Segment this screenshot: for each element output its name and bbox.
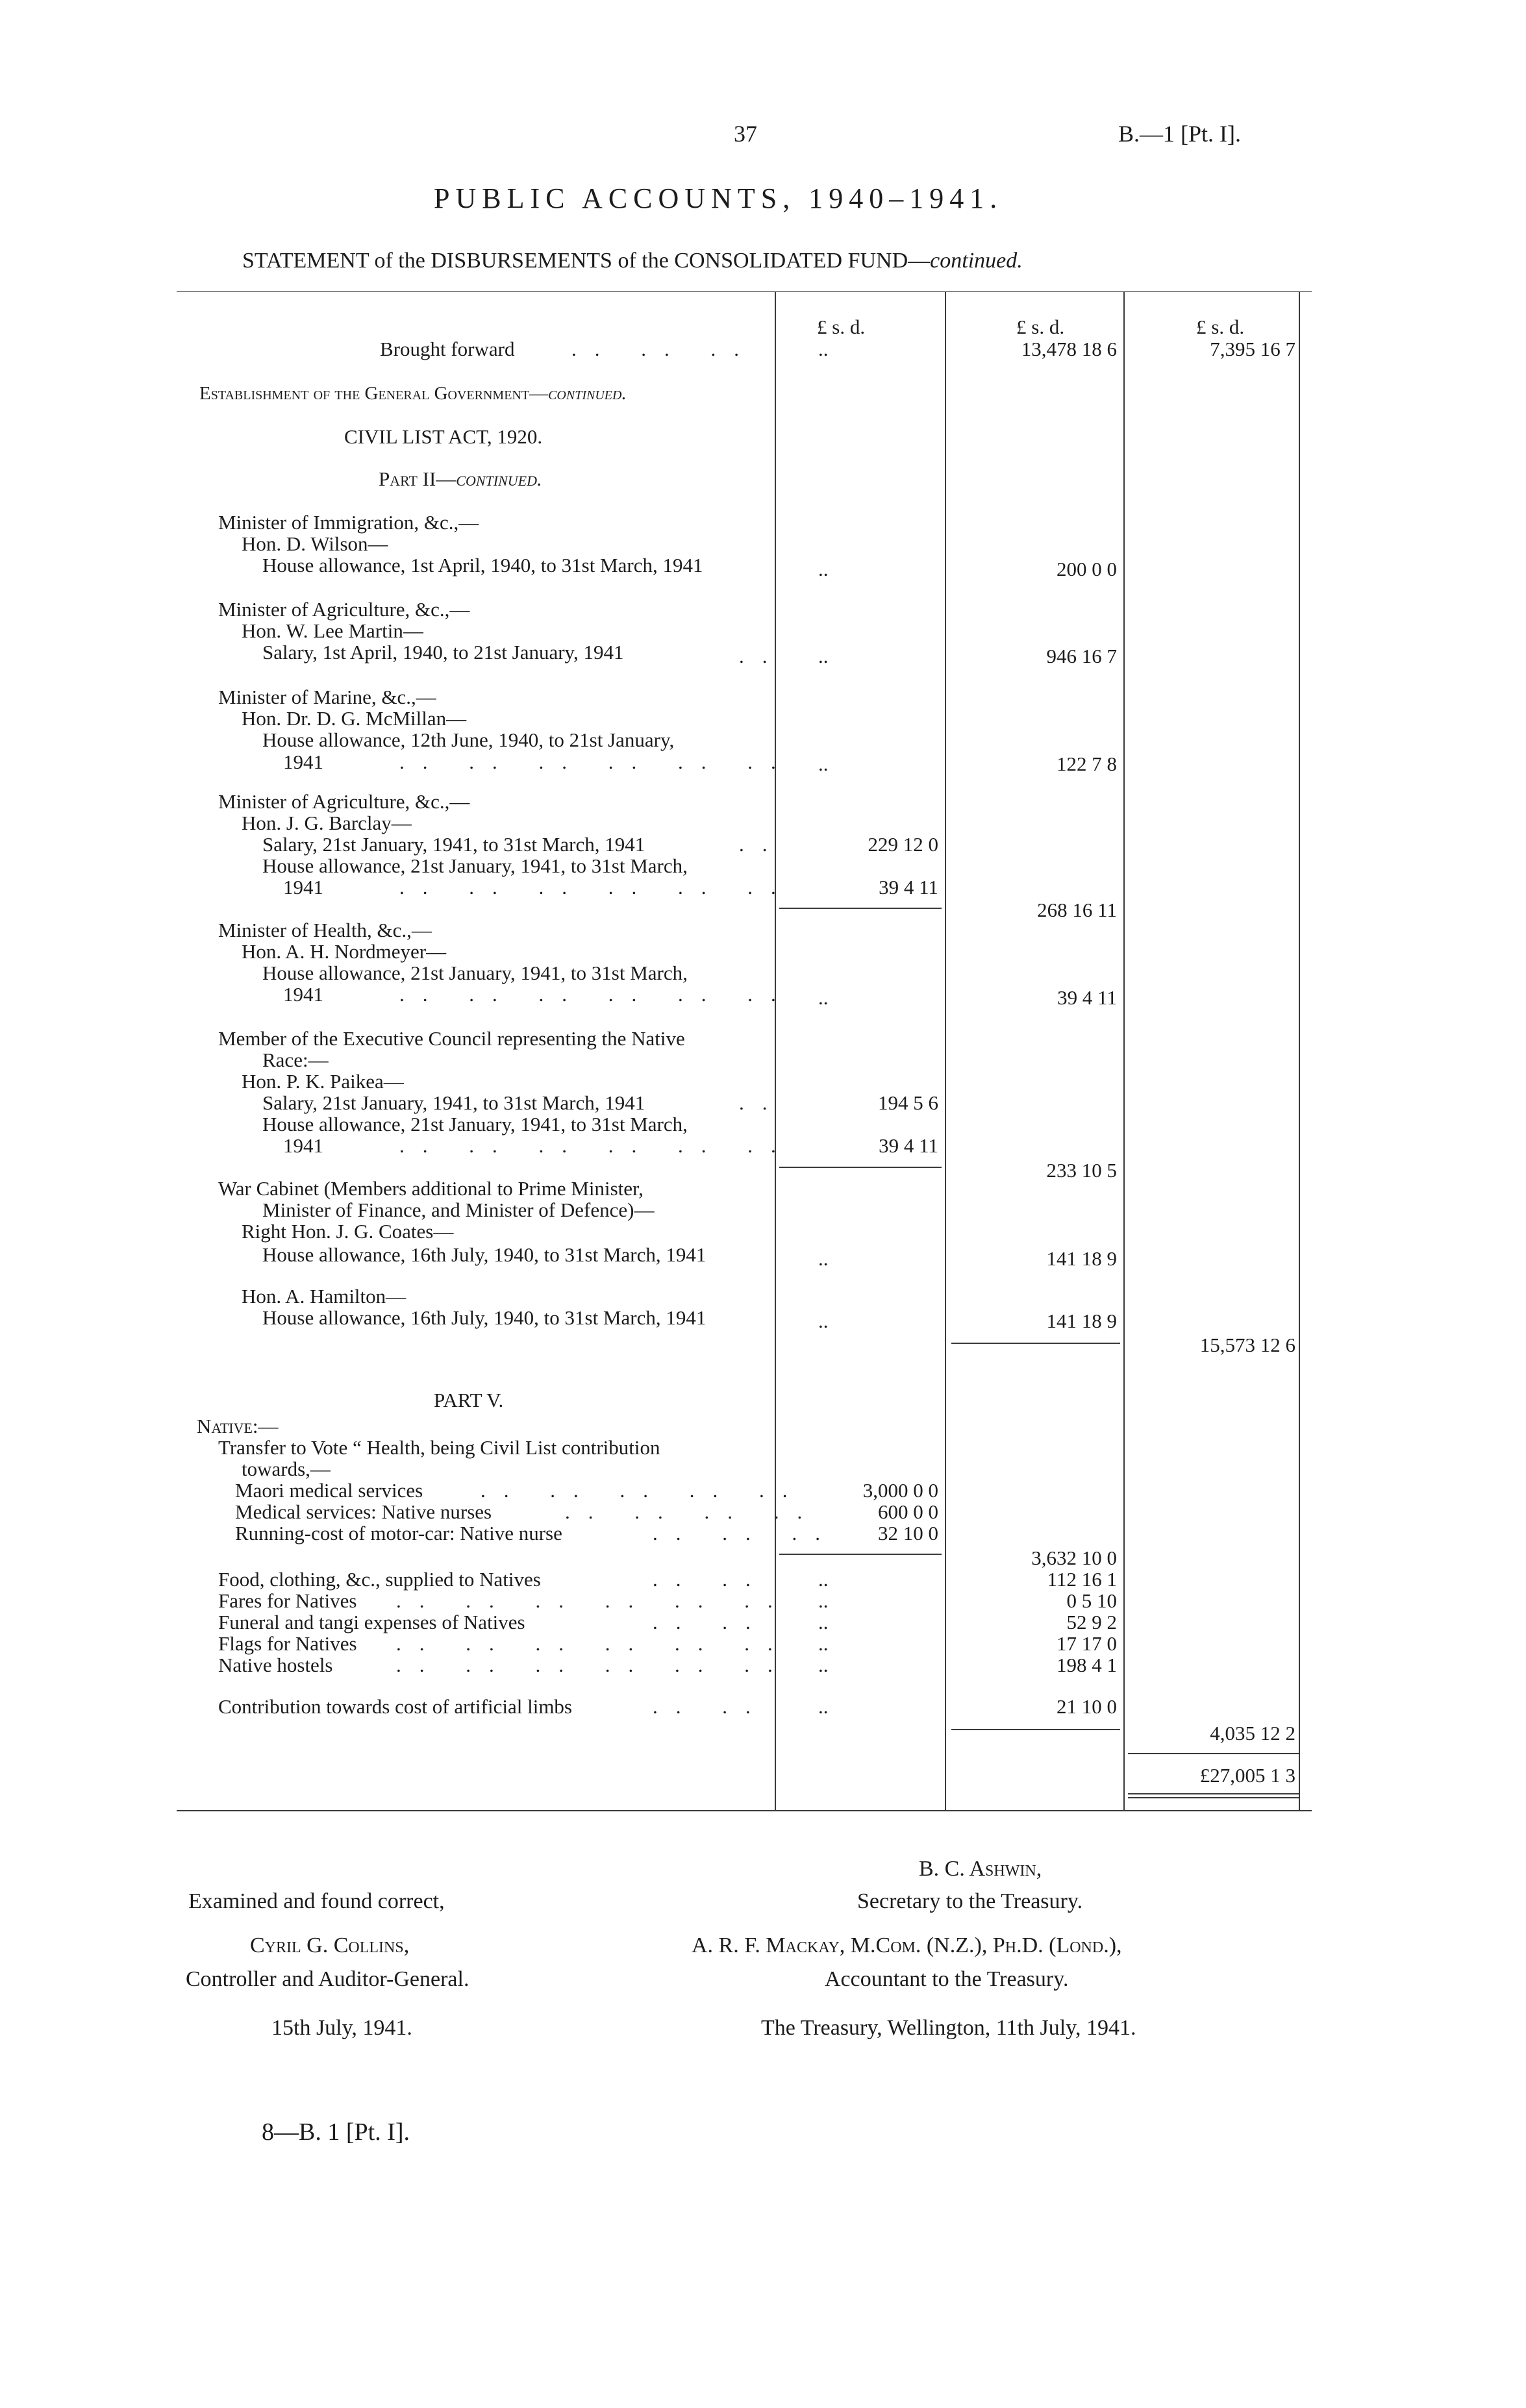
dot-leader: .. .. .. .. ..: [481, 1479, 806, 1502]
entry-line: House allowance, 21st January, 1941, to 31st March,: [262, 962, 688, 984]
table-bottom-rule: [177, 1810, 1312, 1811]
auditor-name: Cyril G. Collins,: [250, 1933, 410, 1957]
grand-total-double-rule-a: [1128, 1793, 1299, 1794]
entry-line: House allowance, 12th June, 1940, to 21st January,: [262, 728, 675, 751]
entry-col1: ..: [818, 1247, 829, 1270]
entry-line: House allowance, 16th July, 1940, to 31st March, 1941: [262, 1243, 707, 1266]
entry-col1: 229 12 0: [868, 833, 938, 856]
entry-col2: 946 16 7: [1046, 645, 1117, 667]
entry-line: 1941: [283, 1134, 323, 1157]
transfer-total: 3,632 10 0: [1031, 1546, 1117, 1569]
native-item-col1: 3,000 0 0: [862, 1479, 938, 1502]
dot-leader: .. .. .. .. .. ..: [396, 1589, 791, 1612]
entry-line: Hon. D. Wilson—: [242, 532, 388, 555]
native-other-label: Funeral and tangi expenses of Natives: [218, 1611, 525, 1633]
part2-heading: [379, 468, 542, 490]
table-right-border: [1299, 292, 1300, 1810]
entry-line: Salary, 1st April, 1940, to 21st January, 1941: [262, 641, 624, 664]
brought-forward-col1: ..: [818, 338, 829, 360]
brought-forward-label: Brought forward: [380, 338, 515, 360]
accountant-name: A. R. F. Mackay, M.Com. (N.Z.), Ph.D. (Lond.),: [692, 1933, 1122, 1957]
entry-line: Race:—: [262, 1049, 329, 1071]
native-item-label: Medical services: Native nurses: [235, 1500, 492, 1523]
native-other-col1: ..: [818, 1632, 829, 1655]
examined-line: Examined and found correct,: [188, 1889, 445, 1913]
civil-list-subtotal: 15,573 12 6: [1199, 1334, 1295, 1356]
dot-leader: ..: [739, 833, 786, 856]
native-total: 4,035 12 2: [1210, 1722, 1295, 1744]
entry-col1: ..: [818, 558, 829, 580]
part2-main: Part II—: [379, 467, 457, 490]
transfer-line: towards,—: [242, 1458, 331, 1480]
limbs-col2: 21 10 0: [1057, 1695, 1117, 1718]
native-item-label: Running-cost of motor-car: Native nurse: [235, 1522, 562, 1545]
entry-col2: 141 18 9: [1046, 1247, 1117, 1270]
native-other-col1: ..: [818, 1568, 829, 1591]
dot-leader: .. ..: [653, 1568, 769, 1591]
page-number: 37: [734, 121, 757, 147]
dot-leader: .. .. .. ..: [565, 1500, 821, 1523]
dot-leader: .. ..: [653, 1695, 769, 1718]
transfer-total-rule: [779, 1554, 942, 1555]
col2-heading: £ s. d.: [1016, 316, 1065, 338]
brought-forward-col3: 7,395 16 7: [1210, 338, 1295, 360]
auditor-title: Controller and Auditor-General.: [186, 1967, 469, 1991]
limbs-col1: ..: [818, 1695, 829, 1718]
entry-line: Minister of Agriculture, &c.,—: [218, 790, 470, 813]
document-reference: B.—1 [Pt. I].: [1118, 121, 1241, 147]
civil-list-total-rule: [951, 1343, 1120, 1344]
native-other-col1: ..: [818, 1654, 829, 1676]
limbs-label: Contribution towards cost of artificial limbs: [218, 1695, 572, 1718]
native-item-label: Maori medical services: [235, 1479, 423, 1502]
entry-line: Right Hon. J. G. Coates—: [242, 1220, 454, 1243]
entry-line: Member of the Executive Council representing the Native: [218, 1027, 685, 1050]
dot-leader: .. ..: [653, 1611, 769, 1633]
subtitle-continued: continued.: [930, 249, 1023, 273]
part2-continued: continued.: [456, 467, 542, 490]
entry-col1: ..: [818, 645, 829, 667]
entry-line: Hon. P. K. Paikea—: [242, 1070, 404, 1093]
dot-leader: .. .. ..: [653, 1522, 838, 1545]
transfer-line: Transfer to Vote “ Health, being Civil List contribution: [218, 1436, 660, 1459]
grand-total-top-rule: [1128, 1753, 1299, 1754]
entry-col1: ..: [818, 986, 829, 1009]
entry-line: Hon. J. G. Barclay—: [242, 812, 412, 834]
secretary-name: B. C. Ashwin,: [919, 1857, 1042, 1881]
entry-col2: 39 4 11: [1057, 986, 1117, 1009]
entry-line: House allowance, 21st January, 1941, to 31st March,: [262, 1113, 688, 1136]
native-other-col1: ..: [818, 1589, 829, 1612]
entry-col1: ..: [818, 752, 829, 775]
subtitle-main: STATEMENT of the DISBURSEMENTS of the CONSOLIDATED FUND—: [242, 249, 931, 273]
dot-leader: .. .. .. .. .. ..: [396, 1654, 791, 1676]
dot-leader: .. .. .. .. .. ..: [399, 876, 794, 899]
entry-col2: 268 16 11: [1037, 899, 1117, 921]
page-title: PUBLIC ACCOUNTS, 1940–1941.: [434, 182, 1003, 214]
dot-leader: ..: [739, 645, 786, 667]
dot-leader: .. .. .. .. .. ..: [399, 751, 794, 773]
entry-line: Minister of Marine, &c.,—: [218, 686, 436, 708]
subtotal-rule: [779, 1167, 942, 1168]
section-heading: [199, 382, 627, 404]
entry-line: Minister of Finance, and Minister of Defence)—: [262, 1198, 655, 1221]
entry-line: House allowance, 21st January, 1941, to 31st March,: [262, 854, 688, 877]
statement-subtitle: [242, 249, 1023, 273]
entry-col2: 233 10 5: [1046, 1159, 1117, 1182]
entry-line: 1941: [283, 983, 323, 1006]
col3-heading: £ s. d.: [1196, 316, 1245, 338]
section-heading-main: Establishment of the General Government—: [199, 383, 549, 404]
entry-line: Salary, 21st January, 1941, to 31st March, 1941: [262, 833, 645, 856]
entry-line: Hon. W. Lee Martin—: [242, 619, 423, 642]
entry-col1: ..: [818, 1310, 829, 1332]
subtotal-rule: [779, 908, 942, 909]
native-other-label: Fares for Natives: [218, 1589, 357, 1612]
entry-line: 1941: [283, 751, 323, 773]
native-heading: Native:—: [197, 1415, 279, 1437]
native-other-col2: 52 9 2: [1066, 1611, 1117, 1633]
section-heading-continued: continued.: [548, 383, 627, 404]
col-divider-2: [945, 292, 946, 1810]
entry-col2: 200 0 0: [1057, 558, 1117, 580]
treasury-date: The Treasury, Wellington, 11th July, 1941.: [761, 2016, 1136, 2040]
entry-line: Salary, 21st January, 1941, to 31st March, 1941: [262, 1091, 645, 1114]
entry-col2: 122 7 8: [1057, 752, 1117, 775]
col1-heading: £ s. d.: [817, 316, 866, 338]
secretary-title: Secretary to the Treasury.: [857, 1889, 1083, 1913]
entry-col1: 194 5 6: [878, 1091, 938, 1114]
entry-line: House allowance, 1st April, 1940, to 31st March, 1941: [262, 554, 703, 577]
audit-date: 15th July, 1941.: [271, 2016, 412, 2040]
entry-line: 1941: [283, 876, 323, 899]
entry-line: War Cabinet (Members additional to Prime Minister,: [218, 1177, 644, 1200]
entry-line: Minister of Agriculture, &c.,—: [218, 598, 470, 621]
accountant-title: Accountant to the Treasury.: [825, 1967, 1069, 1991]
native-other-label: Native hostels: [218, 1654, 333, 1676]
dot-leader: .. .. .. .. .. ..: [399, 983, 794, 1006]
col-divider-3: [1123, 292, 1125, 1810]
native-total-rule: [951, 1729, 1120, 1730]
native-other-col1: ..: [818, 1611, 829, 1633]
brought-forward-col2: 13,478 18 6: [1021, 338, 1117, 360]
native-other-col2: 17 17 0: [1057, 1632, 1117, 1655]
dot-leader: ..: [739, 1091, 786, 1114]
act-title: CIVIL LIST ACT, 1920.: [344, 425, 543, 448]
native-other-col2: 112 16 1: [1047, 1568, 1117, 1591]
native-other-label: Flags for Natives: [218, 1632, 357, 1655]
native-other-col2: 198 4 1: [1057, 1654, 1117, 1676]
entry-line: House allowance, 16th July, 1940, to 31st March, 1941: [262, 1306, 707, 1329]
sheet-reference: 8—B. 1 [Pt. I].: [262, 2118, 410, 2146]
grand-total-double-rule-b: [1128, 1797, 1299, 1798]
col-divider-1: [775, 292, 776, 1810]
entry-line: Hon. Dr. D. G. McMillan—: [242, 707, 467, 730]
entry-line: Hon. A. H. Nordmeyer—: [242, 940, 447, 963]
native-item-col1: 600 0 0: [878, 1500, 938, 1523]
part5-heading: PART V.: [434, 1389, 504, 1411]
native-other-col2: 0 5 10: [1066, 1589, 1117, 1612]
dot-leader: .. .. .. .. .. ..: [396, 1632, 791, 1655]
entry-col1: 39 4 11: [879, 876, 938, 899]
native-item-col1: 32 10 0: [878, 1522, 938, 1545]
entry-line: Minister of Health, &c.,—: [218, 919, 432, 941]
entry-col2: 141 18 9: [1046, 1310, 1117, 1332]
native-other-label: Food, clothing, &c., supplied to Natives: [218, 1568, 541, 1591]
grand-total: £27,005 1 3: [1199, 1764, 1295, 1787]
dot-leader: .. .. ..: [571, 338, 757, 360]
entry-line: Hon. A. Hamilton—: [242, 1285, 407, 1308]
dot-leader: .. .. .. .. .. ..: [399, 1134, 794, 1157]
table-top-rule: [177, 291, 1312, 292]
entry-col1: 39 4 11: [879, 1134, 938, 1157]
entry-line: Minister of Immigration, &c.,—: [218, 511, 479, 534]
